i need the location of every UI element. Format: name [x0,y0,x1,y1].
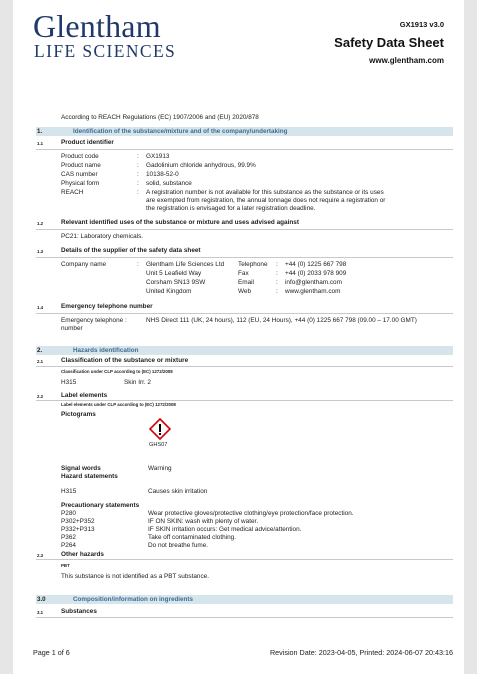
divider [36,559,453,560]
emergency-value: NHS Direct 111 (UK, 24 hours), 112 (EU, 24 Hours), +44 (0) 1225 667 798 (09.00 – 17.00 GMT) [146,317,417,324]
hazard-text: Causes skin irritation [148,488,208,495]
field-value: the registration is envisaged for a later registration deadline. [146,205,316,212]
section-2-title: Hazards identification [73,347,139,354]
hazard-code: H315 [61,488,77,495]
contact-value: info@glentham.com [285,279,342,286]
field-value: GX1913 [146,153,170,160]
document-title: Safety Data Sheet [334,35,444,50]
divider [36,617,453,618]
precaution-text: IF SKIN irritation occurs: Get medical advice/attention. [148,526,302,533]
subsection-number: 3.1 [37,610,44,615]
header-website: www.glentham.com [369,56,444,65]
subsection-title: Emergency telephone number [61,303,153,310]
regulation-text: According to REACH Regulations (EC) 1907/2006 and (EU) 2020/878 [61,114,259,121]
field-label: Company name [61,261,107,268]
subsection-number: 1.2 [37,221,44,226]
section-1-header [36,127,453,136]
precautionary-label: Precautionary statements [61,502,140,509]
contact-label: Web [238,288,252,295]
hazard-code: H315 [61,379,77,386]
field-sep: : [137,261,139,268]
precaution-code: P264 [61,542,76,549]
field-sep: : [276,288,278,295]
field-value: solid, substance [146,180,192,187]
section-2-header [36,346,453,355]
field-label: REACH [61,189,84,196]
precaution-text: Wear protective gloves/protective clothing/eye protection/face protection. [148,510,354,517]
pictogram-caption: GHS07 [149,442,168,448]
pictograms-label: Pictograms [61,411,96,418]
field-sep: : [276,270,278,277]
field-label: Product code [61,153,99,160]
exclamation-mark-diamond-icon [149,418,171,440]
precaution-code: P332+P313 [61,526,95,533]
address-line: Unit 5 Leafield Way [146,270,202,277]
field-value: 10138-52-0 [146,171,179,178]
document-id: GX1913 v3.0 [399,20,444,29]
contact-value: +44 (0) 2033 978 909 [285,270,347,277]
section-1-title: Identification of the substance/mixture and of the company/undertaking [73,128,288,135]
signal-word-value: Warning [148,465,172,472]
precaution-code: P280 [61,510,76,517]
field-sep: : [137,180,139,187]
divider [36,229,453,230]
subsection-title: Details of the supplier of the safety data sheet [61,247,201,254]
field-sep: : [276,261,278,268]
pbt-text: This substance is not identified as a PBT substance. [61,573,210,580]
field-value: A registration number is not available for this substance as the substance or its uses [146,189,384,196]
contact-label: Fax [238,270,249,277]
contact-label: Telephone [238,261,268,268]
subsection-title: Other hazards [61,551,104,558]
emergency-label: number [61,325,83,332]
revision-info: Revision Date: 2023-04-05, Printed: 2024-06-07 20:43:16 [269,648,453,657]
hazard-statements-label: Hazard statements [61,473,118,480]
field-value: Gadolinium chloride anhydrous, 99.9% [146,162,256,169]
address-line: Corsham SN13 9SW [146,279,206,286]
field-sep: : [137,189,139,196]
logo-subtitle: LIFE SCIENCES [34,41,177,61]
field-sep: : [276,279,278,286]
divider [36,366,453,367]
subsection-number: 2.1 [37,359,44,364]
subsection-number: 1.1 [37,141,44,146]
subsection-subtitle: Classification under CLP according to (EC) 1272/2008 [61,369,173,374]
field-value: are exempted from registration, the annual tonnage does not require a registration or [146,197,386,204]
sds-page [13,0,464,674]
signal-words-label: Signal words [61,465,101,472]
precaution-text: Do not breathe fume. [148,542,209,549]
field-sep: : [137,171,139,178]
section-3-header [36,595,453,604]
subsection-title: Relevant identified uses of the substance or mixture and uses advised against [61,219,299,226]
subsection-title: Product identifier [61,139,114,146]
precaution-text: Take off contaminated clothing. [148,534,236,541]
contact-label: Email [238,279,254,286]
emergency-label: Emergency telephone : [61,317,127,324]
section-3-number: 3.0 [37,596,46,603]
subsection-subtitle: PBT [61,563,70,568]
subsection-number: 1.4 [37,305,44,310]
divider [36,257,453,258]
uses-text: PC21: Laboratory chemicals. [61,233,144,240]
field-label: Physical form [61,180,100,187]
divider [36,313,453,314]
address-line: United Kingdom [146,288,192,295]
subsection-title: Substances [61,608,97,615]
contact-value: +44 (0) 1225 667 798 [285,261,347,268]
subsection-subtitle: Label elements under CLP according to (EC) 1272/2008 [61,402,176,407]
section-2-number: 2. [37,347,43,354]
subsection-number: 2.3 [37,553,44,558]
contact-value: www.glentham.com [285,288,341,295]
section-1-number: 1. [37,128,43,135]
field-sep: : [137,153,139,160]
subsection-title: Label elements [61,392,108,399]
subsection-number: 2.2 [37,394,44,399]
logo-wordmark: Glentham [33,8,161,44]
subsection-title: Classification of the substance or mixture [61,357,189,364]
precaution-code: P362 [61,534,76,541]
precaution-code: P302+P352 [61,518,95,525]
page-number: Page 1 of 6 [33,648,70,657]
subsection-number: 1.3 [37,249,44,254]
field-sep: : [137,162,139,169]
address-line: Glentham Life Sciences Ltd [146,261,225,268]
hazard-class: Skin Irr. 2 [124,379,151,386]
precaution-text: IF ON SKIN: wash with plenty of water. [148,518,259,525]
divider [36,149,453,150]
section-3-title: Composition/information on ingredients [73,596,193,603]
field-label: CAS number [61,171,98,178]
field-label: Product name [61,162,101,169]
